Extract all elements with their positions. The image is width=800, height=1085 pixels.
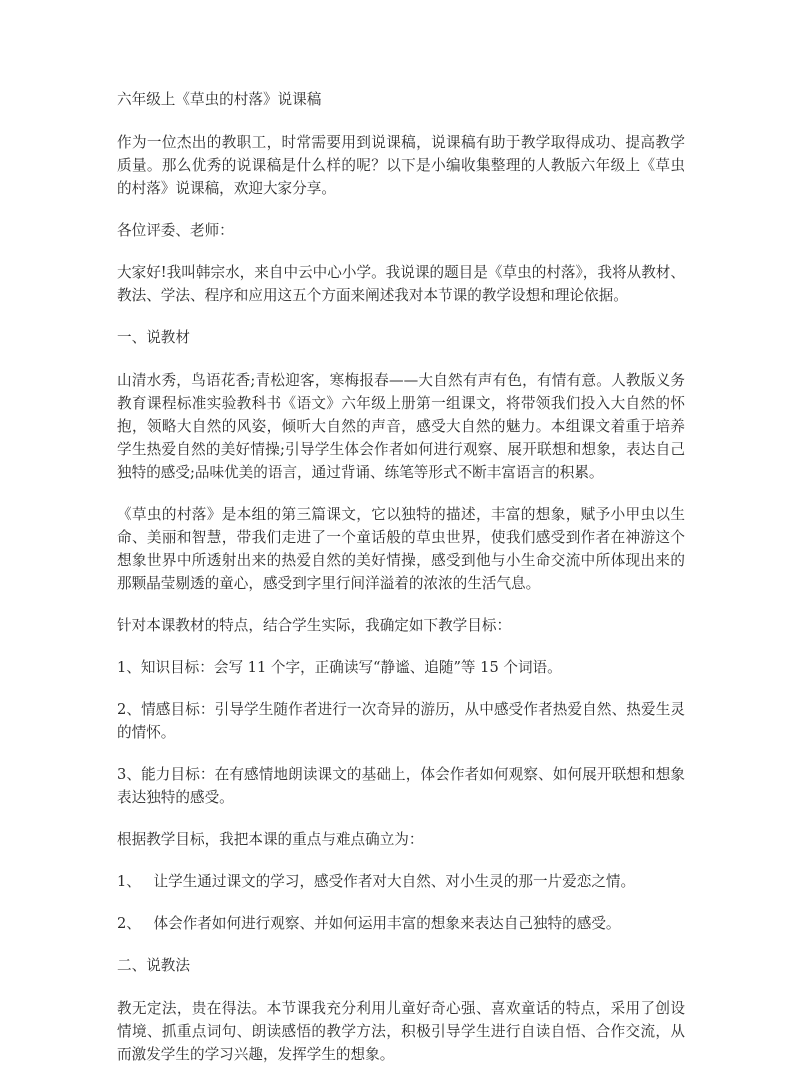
key-point-2-number: 2、 (117, 915, 141, 932)
document-title: 六年级上《草虫的村落》说课稿 (117, 91, 322, 108)
goals-intro: 针对本课教材的特点，结合学生实际，我确定如下教学目标： (117, 617, 512, 634)
key-points-intro: 根据教学目标，我把本课的重点与难点确立为： (117, 831, 424, 848)
textbook-paragraph-1: 山清水秀，鸟语花香;青松迎客，寒梅报春——大自然有声有色，有情有意。人教版义务教育课程标准实验教科书《语文》六年级上册第一组课文，将带领我们投入大自然的怀抱，领略大自然的风姿，倾听大自然的声音，感受大自然的魅力。本组课文着重于培养学生热爱自然的美好情操;引导学生体会作者如何进行观察、展开联想和想象，表达自己独特的感受;品味优美的语言，通过背诵、练笔等形式不断丰富语言的积累。 (117, 372, 685, 481)
goal-ability: 3、能力目标：在有感情地朗读课文的基础上，体会作者如何观察、如何展开联想和想象表达独特的感受。 (117, 766, 685, 806)
goal-emotion: 2、情感目标：引导学生随作者进行一次奇异的游历，从中感受作者热爱自然、热爱生灵的情怀。 (117, 701, 685, 741)
textbook-paragraph-2: 《草虫的村落》是本组的第三篇课文，它以独特的描述，丰富的想象，赋予小甲虫以生命、美丽和智慧，带我们走进了一个童话般的草虫世界，使我们感受到作者在神游这个想象世界中所透射出来的热爱自然的美好情操，感受到他与小生命交流中所体现出来的那颗晶莹剔透的童心，感受到字里行间洋溢着的浓浓的生活气息。 (117, 506, 685, 592)
key-point-2 (117, 912, 685, 935)
key-point-1-text: 让学生通过课文的学习，感受作者对大自然、对小生灵的那一片爱恋之情。 (153, 873, 636, 890)
teaching-method-paragraph: 教无定法，贵在得法。本节课我充分利用儿童好奇心强、喜欢童话的特点，采用了创设情境、抓重点词句、朗读感悟的教学方法，积极引导学生进行自读自悟、合作交流，从而激发学生的学习兴趣，发挥学生的想象。 (117, 1000, 685, 1063)
greeting-line: 各位评委、老师： (117, 222, 234, 239)
section-heading-teaching-method: 二、说教法 (117, 957, 190, 974)
intro-paragraph: 作为一位杰出的教职工，时常需要用到说课稿，说课稿有助于教学取得成功、提高教学质量。那么优秀的说课稿是什么样的呢？以下是小编收集整理的人教版六年级上《草虫的村落》说课稿，欢迎大家分享。 (117, 134, 685, 197)
section-heading-textbook: 一、说教材 (117, 329, 190, 346)
self-intro-paragraph: 大家好!我叫韩宗水，来自中云中心小学。我说课的题目是《草虫的村落》，我将从教材、教法、学法、程序和应用这五个方面来阐述我对本节课的教学设想和理论依据。 (117, 264, 685, 304)
goal-knowledge: 1、知识目标：会写 11 个字，正确读写“静谧、追随”等 15 个词语。 (117, 659, 562, 676)
key-point-1 (117, 870, 685, 893)
key-point-2-text: 体会作者如何进行观察、并如何运用丰富的想象来表达自己独特的感受。 (153, 915, 621, 932)
key-point-1-number: 1、 (117, 873, 141, 890)
document-page (117, 88, 685, 1085)
